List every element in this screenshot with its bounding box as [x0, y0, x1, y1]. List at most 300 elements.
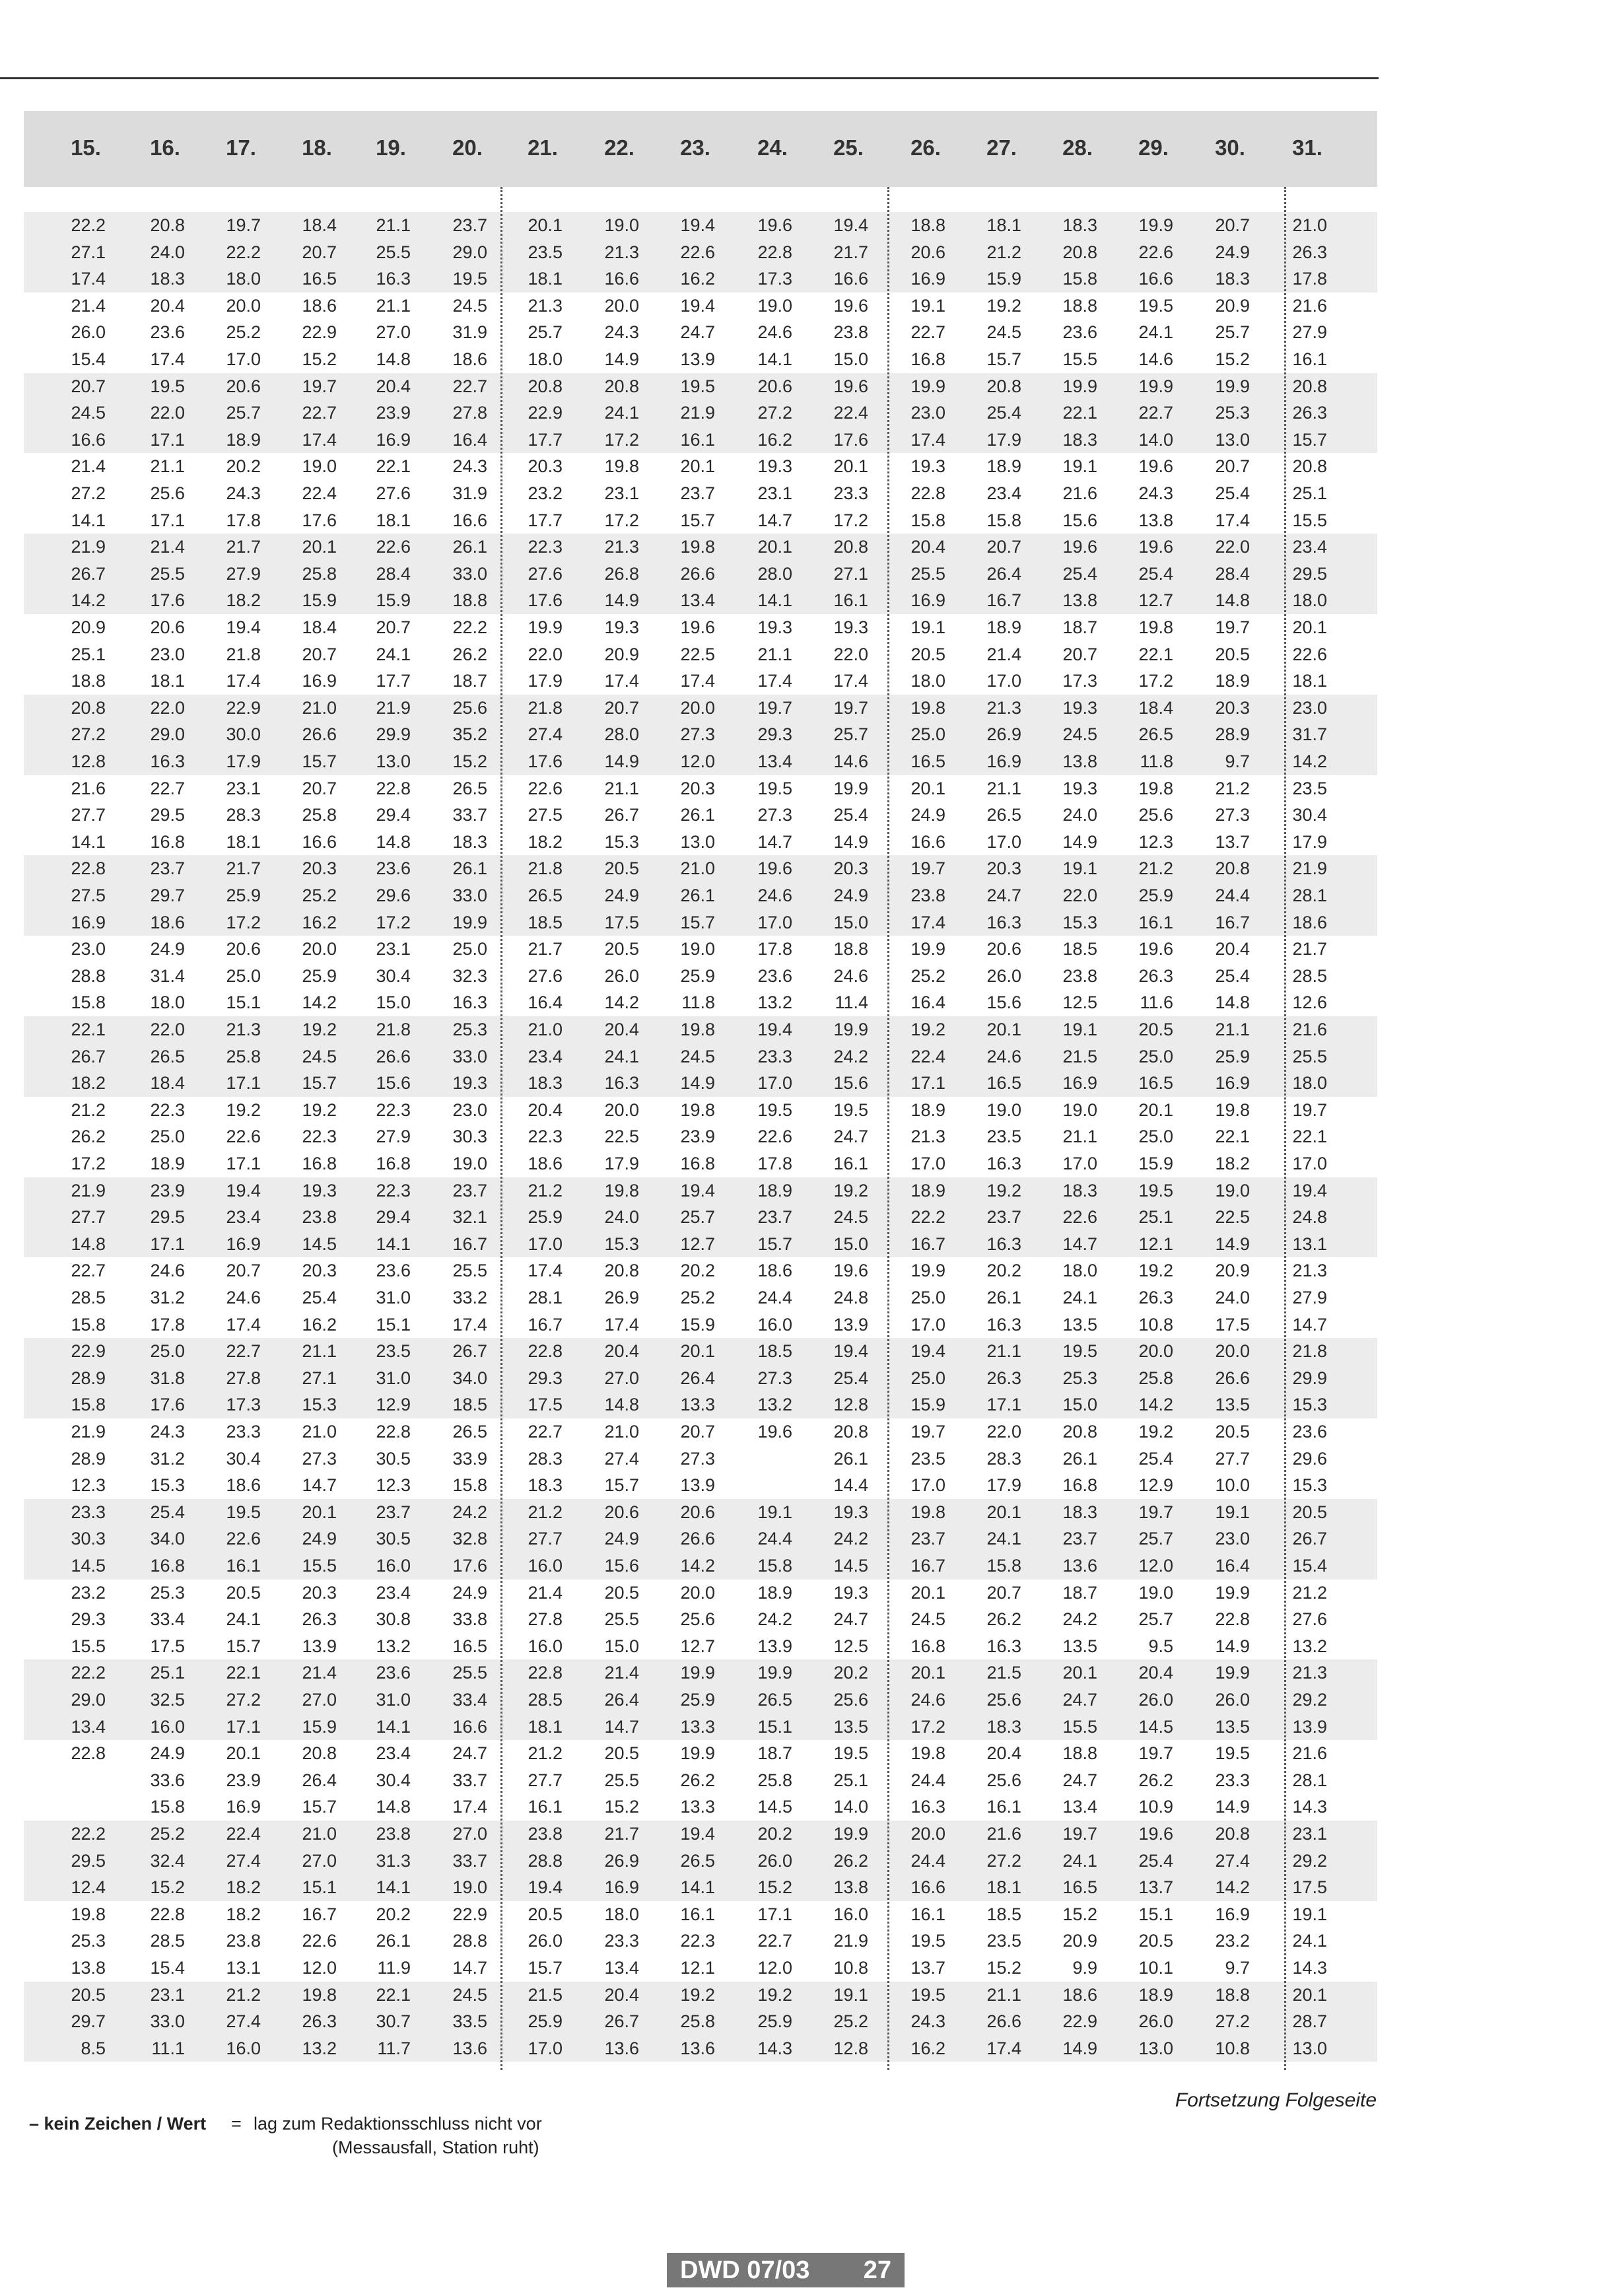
- temperature-cell: 20.7: [680, 1422, 715, 1442]
- temperature-cell: 19.3: [910, 456, 945, 477]
- temperature-cell: 21.1: [986, 1341, 1021, 1362]
- temperature-cell: 15.8: [150, 1797, 185, 1817]
- temperature-cell: 15.6: [376, 1073, 411, 1094]
- temperature-cell: 19.5: [910, 1931, 945, 1951]
- temperature-cell: 20.3: [680, 778, 715, 798]
- temperature-cell: 21.0: [604, 1422, 639, 1442]
- temperature-cell: 32.4: [150, 1850, 185, 1871]
- temperature-cell: 19.6: [1138, 1824, 1173, 1844]
- temperature-cell: 15.8: [71, 992, 106, 1013]
- temperature-cell: 15.4: [150, 1958, 185, 1978]
- temperature-cell: 26.8: [604, 563, 639, 584]
- temperature-cell: 21.3: [1292, 1663, 1327, 1683]
- temperature-cell: 19.6: [833, 1261, 868, 1281]
- temperature-cell: 21.8: [528, 697, 563, 718]
- temperature-cell: 20.8: [1215, 1824, 1250, 1844]
- temperature-cell: 17.4: [452, 1314, 487, 1335]
- temperature-cell: 22.8: [910, 483, 945, 503]
- temperature-cell: 26.1: [680, 805, 715, 825]
- temperature-cell: 27.0: [452, 1824, 487, 1844]
- temperature-cell: 15.4: [71, 349, 106, 369]
- temperature-cell: 23.8: [302, 1207, 337, 1228]
- temperature-cell: 22.6: [1138, 242, 1173, 262]
- temperature-cell: 21.8: [226, 644, 261, 664]
- temperature-cell: 15.3: [604, 831, 639, 852]
- temperature-cell: 24.4: [1215, 886, 1250, 905]
- temperature-cell: 18.0: [226, 269, 261, 289]
- temperature-cell: 18.0: [1292, 1073, 1327, 1094]
- temperature-cell: 25.2: [910, 965, 945, 986]
- temperature-cell: 10.8: [833, 1958, 868, 1978]
- temperature-cell: 21.1: [757, 644, 792, 664]
- temperature-cell: 14.7: [757, 510, 792, 530]
- temperature-cell: 20.8: [528, 376, 563, 396]
- temperature-cell: 25.7: [1138, 1529, 1173, 1549]
- temperature-cell: 18.8: [833, 939, 868, 959]
- temperature-cell: 20.2: [226, 456, 261, 477]
- temperature-cell: 16.9: [376, 429, 411, 450]
- temperature-cell: 25.2: [833, 2011, 868, 2032]
- temperature-cell: 24.0: [1062, 805, 1097, 825]
- temperature-cell: 20.1: [680, 456, 715, 477]
- temperature-cell: 23.1: [150, 1984, 185, 2005]
- temperature-cell: 24.2: [757, 1609, 792, 1630]
- temperature-cell: 23.8: [910, 886, 945, 905]
- temperature-cell: 18.2: [226, 1877, 261, 1898]
- temperature-cell: 13.3: [680, 1716, 715, 1737]
- temperature-cell: 17.4: [226, 1314, 261, 1335]
- temperature-cell: 17.4: [910, 429, 945, 450]
- temperature-cell: 25.0: [1138, 1127, 1173, 1147]
- temperature-cell: 19.0: [986, 1099, 1021, 1120]
- temperature-cell: 25.0: [452, 939, 487, 959]
- temperature-cell: 21.0: [1292, 215, 1327, 235]
- temperature-cell: 17.5: [1215, 1314, 1250, 1335]
- temperature-cell: 18.0: [528, 349, 563, 369]
- temperature-cell: 11.9: [377, 1958, 411, 1978]
- temperature-cell: 24.7: [986, 886, 1021, 905]
- temperature-cell: 18.9: [226, 429, 261, 450]
- temperature-cell: 15.2: [452, 751, 487, 771]
- temperature-cell: 16.6: [1138, 269, 1173, 289]
- temperature-cell: 25.5: [1292, 1046, 1327, 1066]
- temperature-cell: 23.7: [680, 483, 715, 503]
- temperature-cell: 14.9: [833, 831, 868, 852]
- temperature-cell: 25.0: [1138, 1046, 1173, 1066]
- temperature-cell: 29.4: [376, 805, 411, 825]
- temperature-cell: 13.8: [71, 1958, 106, 1978]
- temperature-cell: 21.4: [986, 644, 1021, 664]
- temperature-cell: 15.9: [302, 590, 337, 611]
- temperature-cell: 25.6: [452, 697, 487, 718]
- temperature-cell: 31.0: [376, 1690, 411, 1710]
- temperature-cell: 21.1: [376, 215, 411, 235]
- temperature-cell: 23.5: [1292, 778, 1327, 798]
- temperature-cell: 23.0: [1292, 697, 1327, 718]
- temperature-cell: 12.0: [1138, 1556, 1173, 1576]
- temperature-cell: 27.3: [757, 1368, 792, 1388]
- temperature-cell: 19.4: [226, 617, 261, 637]
- temperature-cell: 17.0: [910, 1475, 945, 1496]
- temperature-cell: 17.0: [226, 349, 261, 369]
- temperature-cell: 23.6: [376, 858, 411, 879]
- temperature-cell: 19.2: [757, 1984, 792, 2005]
- temperature-cell: 19.7: [1138, 1502, 1173, 1522]
- temperature-cell: 20.1: [1138, 1099, 1173, 1120]
- temperature-cell: 18.3: [452, 831, 487, 852]
- temperature-cell: 19.9: [910, 376, 945, 396]
- temperature-cell: 13.5: [1215, 1716, 1250, 1737]
- temperature-cell: 29.3: [71, 1609, 106, 1630]
- temperature-cell: 20.3: [302, 1261, 337, 1281]
- temperature-cell: 26.3: [302, 2011, 337, 2032]
- temperature-cell: 24.6: [150, 1261, 185, 1281]
- temperature-cell: 19.8: [680, 1099, 715, 1120]
- temperature-cell: 16.3: [910, 1797, 945, 1817]
- temperature-cell: 19.9: [680, 1743, 715, 1764]
- temperature-cell: 14.1: [71, 831, 106, 852]
- temperature-cell: 17.3: [1062, 671, 1097, 691]
- temperature-cell: 19.4: [680, 295, 715, 316]
- temperature-cell: 15.5: [1062, 1716, 1097, 1737]
- temperature-cell: 10.9: [1138, 1797, 1173, 1817]
- temperature-cell: 27.4: [528, 724, 563, 745]
- temperature-cell: 24.1: [1062, 1850, 1097, 1871]
- temperature-cell: 24.7: [833, 1127, 868, 1147]
- temperature-cell: 12.7: [680, 1636, 715, 1656]
- temperature-cell: 21.7: [528, 939, 563, 959]
- page-badge: [667, 2253, 905, 2287]
- temperature-cell: 17.8: [757, 939, 792, 959]
- temperature-cell: 23.7: [150, 858, 185, 879]
- temperature-cell: 27.0: [302, 1690, 337, 1710]
- temperature-cell: 12.5: [833, 1636, 868, 1656]
- temperature-cell: 21.9: [71, 1180, 106, 1200]
- temperature-cell: 18.5: [986, 1904, 1021, 1924]
- temperature-cell: 22.0: [150, 697, 185, 718]
- temperature-cell: 21.1: [302, 1341, 337, 1362]
- temperature-cell: 13.8: [1138, 510, 1173, 530]
- temperature-cell: 33.8: [452, 1609, 487, 1630]
- temperature-cell: 34.0: [452, 1368, 487, 1388]
- temperature-cell: 24.1: [1138, 322, 1173, 343]
- temperature-cell: 30.3: [452, 1127, 487, 1147]
- temperature-cell: 26.4: [604, 1690, 639, 1710]
- day-header: 18.: [302, 135, 332, 160]
- temperature-cell: 21.0: [528, 1020, 563, 1039]
- issue-label: DWD 07/03: [680, 2256, 810, 2284]
- temperature-cell: 23.7: [452, 1180, 487, 1200]
- temperature-cell: 16.5: [452, 1636, 487, 1656]
- temperature-cell: 15.2: [986, 1958, 1021, 1978]
- temperature-cell: 14.5: [757, 1797, 792, 1817]
- temperature-cell: 19.7: [1215, 617, 1250, 637]
- temperature-cell: 21.2: [71, 1099, 106, 1120]
- temperature-cell: 31.9: [452, 483, 487, 503]
- temperature-cell: 19.8: [910, 1743, 945, 1764]
- temperature-cell: 20.8: [604, 1261, 639, 1281]
- temperature-cell: 28.7: [1292, 2011, 1327, 2032]
- temperature-cell: 16.6: [910, 831, 945, 852]
- temperature-cell: 26.1: [680, 886, 715, 905]
- temperature-cell: 19.6: [680, 617, 715, 637]
- temperature-cell: 9.7: [1225, 1958, 1250, 1978]
- temperature-cell: 19.4: [757, 1020, 792, 1039]
- temperature-cell: 21.6: [1292, 1020, 1327, 1039]
- temperature-cell: 22.4: [833, 403, 868, 423]
- temperature-cell: 25.1: [1292, 483, 1327, 503]
- temperature-cell: 33.0: [452, 886, 487, 905]
- temperature-cell: 15.7: [680, 912, 715, 932]
- temperature-cell: 19.3: [757, 617, 792, 637]
- temperature-cell: 17.4: [986, 2038, 1021, 2058]
- temperature-cell: 33.4: [150, 1609, 185, 1630]
- temperature-cell: 16.5: [302, 269, 337, 289]
- temperature-cell: 24.7: [452, 1743, 487, 1764]
- temperature-cell: 16.0: [376, 1556, 411, 1576]
- temperature-cell: 14.0: [833, 1797, 868, 1817]
- temperature-cell: 20.7: [226, 1261, 261, 1281]
- temperature-cell: 15.2: [604, 1797, 639, 1817]
- day-header: 26.: [910, 135, 941, 160]
- temperature-cell: 29.5: [150, 805, 185, 825]
- temperature-cell: 24.6: [757, 322, 792, 343]
- temperature-cell: 15.0: [376, 992, 411, 1013]
- temperature-cell: 27.9: [1292, 322, 1327, 343]
- temperature-cell: 23.6: [1292, 1422, 1327, 1442]
- temperature-cell: 13.2: [757, 992, 792, 1013]
- temperature-cell: 18.3: [1062, 1180, 1097, 1200]
- temperature-cell: 19.8: [680, 537, 715, 557]
- temperature-cell: 25.3: [1062, 1368, 1097, 1388]
- temperature-cell: 17.0: [986, 671, 1021, 691]
- temperature-cell: 30.7: [376, 2011, 411, 2032]
- temperature-cell: 28.5: [71, 1288, 106, 1307]
- temperature-cell: 16.9: [910, 590, 945, 611]
- temperature-cell: 26.7: [71, 1046, 106, 1066]
- temperature-cell: 19.5: [150, 376, 185, 396]
- temperature-cell: 20.9: [1062, 1931, 1097, 1951]
- temperature-cell: 20.3: [302, 858, 337, 879]
- temperature-cell: 26.3: [986, 1368, 1021, 1388]
- temperature-cell: 18.6: [757, 1261, 792, 1281]
- temperature-cell: 16.3: [986, 1636, 1021, 1656]
- temperature-cell: 13.0: [376, 751, 411, 771]
- temperature-cell: 23.4: [1292, 537, 1327, 557]
- temperature-cell: 23.3: [71, 1502, 106, 1522]
- temperature-cell: 33.0: [150, 2011, 185, 2032]
- temperature-cell: 20.1: [302, 537, 337, 557]
- temperature-cell: 23.2: [71, 1582, 106, 1603]
- temperature-cell: 25.7: [528, 322, 563, 343]
- temperature-cell: 19.5: [1215, 1743, 1250, 1764]
- temperature-cell: 11.8: [1140, 751, 1173, 771]
- temperature-cell: 25.8: [680, 2011, 715, 2032]
- temperature-cell: 27.1: [71, 242, 106, 262]
- temperature-cell: 18.5: [528, 912, 563, 932]
- temperature-cell: 15.1: [1138, 1904, 1173, 1924]
- temperature-cell: 25.2: [150, 1824, 185, 1844]
- temperature-cell: 20.5: [604, 939, 639, 959]
- temperature-cell: 20.8: [150, 215, 185, 235]
- temperature-cell: 28.3: [226, 805, 261, 825]
- temperature-cell: 19.4: [1292, 1180, 1327, 1200]
- temperature-cell: 17.5: [1292, 1877, 1327, 1898]
- temperature-cell: 13.4: [71, 1716, 106, 1737]
- temperature-cell: 22.8: [150, 1904, 185, 1924]
- temperature-cell: 27.3: [302, 1448, 337, 1469]
- temperature-cell: 19.3: [604, 617, 639, 637]
- temperature-cell: 16.9: [226, 1234, 261, 1254]
- temperature-cell: 16.1: [680, 1904, 715, 1924]
- temperature-cell: 31.0: [376, 1288, 411, 1307]
- temperature-cell: 21.0: [302, 1824, 337, 1844]
- temperature-cell: 26.1: [986, 1288, 1021, 1307]
- temperature-cell: 20.5: [1215, 1422, 1250, 1442]
- temperature-cell: 25.7: [833, 724, 868, 745]
- top-rule: [0, 77, 1379, 79]
- temperature-cell: 17.4: [833, 671, 868, 691]
- temperature-cell: 26.2: [986, 1609, 1021, 1630]
- temperature-cell: 19.1: [1062, 1020, 1097, 1039]
- temperature-cell: 20.5: [604, 1582, 639, 1603]
- temperature-cell: 14.1: [680, 1877, 715, 1898]
- temperature-cell: 20.0: [226, 295, 261, 316]
- temperature-cell: 27.6: [376, 483, 411, 503]
- temperature-cell: 23.9: [680, 1127, 715, 1147]
- temperature-cell: 25.4: [1215, 483, 1250, 503]
- temperature-cell: 17.4: [302, 429, 337, 450]
- temperature-cell: 16.1: [226, 1556, 261, 1576]
- temperature-cell: 25.5: [452, 1261, 487, 1281]
- temperature-cell: 18.6: [452, 349, 487, 369]
- temperature-cell: 19.0: [1215, 1180, 1250, 1200]
- temperature-cell: 27.8: [528, 1609, 563, 1630]
- temperature-cell: 22.9: [226, 697, 261, 718]
- temperature-cell: 23.4: [986, 483, 1021, 503]
- temperature-cell: 20.9: [1215, 1261, 1250, 1281]
- temperature-cell: 24.3: [150, 1422, 185, 1442]
- temperature-cell: 15.7: [528, 1958, 563, 1978]
- temperature-cell: 18.3: [1062, 215, 1097, 235]
- temperature-cell: 19.4: [833, 1341, 868, 1362]
- temperature-cell: 20.2: [680, 1261, 715, 1281]
- temperature-cell: 25.0: [910, 1288, 945, 1307]
- temperature-cell: 28.3: [986, 1448, 1021, 1469]
- temperature-cell: 19.5: [1138, 1180, 1173, 1200]
- temperature-cell: 20.8: [1062, 242, 1097, 262]
- temperature-cell: 20.2: [757, 1824, 792, 1844]
- temperature-cell: 15.3: [302, 1395, 337, 1415]
- temperature-cell: 16.2: [302, 912, 337, 932]
- temperature-cell: 20.1: [528, 215, 563, 235]
- temperature-cell: 30.4: [1292, 805, 1327, 825]
- temperature-cell: 33.6: [150, 1770, 185, 1790]
- temperature-cell: 26.5: [452, 778, 487, 798]
- temperature-cell: 15.8: [1062, 269, 1097, 289]
- temperature-cell: 16.0: [528, 1636, 563, 1656]
- temperature-cell: 20.8: [1215, 858, 1250, 879]
- temperature-cell: 25.6: [680, 1609, 715, 1630]
- temperature-cell: 23.3: [604, 1931, 639, 1951]
- temperature-cell: 23.6: [1062, 322, 1097, 343]
- temperature-cell: 17.4: [528, 1261, 563, 1281]
- temperature-cell: 13.8: [1062, 751, 1097, 771]
- temperature-cell: 18.1: [528, 1716, 563, 1737]
- temperature-cell: 16.8: [302, 1154, 337, 1173]
- temperature-cell: 26.6: [680, 1529, 715, 1549]
- temperature-cell: 18.9: [986, 456, 1021, 477]
- temperature-cell: 11.7: [377, 2038, 411, 2058]
- temperature-cell: 23.8: [376, 1824, 411, 1844]
- temperature-cell: 26.7: [71, 563, 106, 584]
- temperature-cell: 13.5: [833, 1716, 868, 1737]
- temperature-cell: 22.7: [910, 322, 945, 343]
- temperature-cell: 29.3: [757, 724, 792, 745]
- temperature-cell: 22.6: [1062, 1207, 1097, 1228]
- temperature-cell: 17.1: [757, 1904, 792, 1924]
- temperature-cell: 21.9: [71, 537, 106, 557]
- temperature-cell: 28.8: [528, 1850, 563, 1871]
- temperature-cell: 19.6: [1138, 939, 1173, 959]
- temperature-cell: 24.6: [910, 1690, 945, 1710]
- temperature-cell: 20.6: [986, 939, 1021, 959]
- temperature-cell: 26.5: [150, 1046, 185, 1066]
- temperature-cell: 22.6: [226, 1529, 261, 1549]
- temperature-cell: 33.2: [452, 1288, 487, 1307]
- temperature-cell: 30.4: [376, 1770, 411, 1790]
- temperature-cell: 12.0: [757, 1958, 792, 1978]
- temperature-cell: 24.3: [910, 2011, 945, 2032]
- temperature-cell: 17.6: [528, 751, 563, 771]
- temperature-cell: 25.4: [1062, 563, 1097, 584]
- temperature-cell: 8.5: [81, 2038, 106, 2058]
- temperature-cell: 15.7: [1292, 429, 1327, 450]
- temperature-cell: 26.3: [1292, 403, 1327, 423]
- temperature-cell: 23.6: [150, 322, 185, 343]
- temperature-cell: 19.2: [910, 1020, 945, 1039]
- temperature-cell: 14.6: [833, 751, 868, 771]
- temperature-cell: 15.5: [1062, 349, 1097, 369]
- temperature-cell: 27.0: [604, 1368, 639, 1388]
- temperature-cell: 23.3: [833, 483, 868, 503]
- temperature-cell: 26.6: [376, 1046, 411, 1066]
- temperature-cell: 20.4: [604, 1341, 639, 1362]
- temperature-cell: 17.1: [150, 510, 185, 530]
- temperature-cell: 20.4: [528, 1099, 563, 1120]
- temperature-cell: 15.8: [71, 1314, 106, 1335]
- temperature-cell: 15.3: [1292, 1475, 1327, 1496]
- temperature-cell: 19.7: [226, 215, 261, 235]
- temperature-cell: 18.3: [1215, 269, 1250, 289]
- temperature-cell: 10.0: [1215, 1475, 1250, 1496]
- temperature-cell: 16.4: [528, 992, 563, 1013]
- temperature-cell: 21.7: [226, 537, 261, 557]
- temperature-cell: 9.5: [1148, 1636, 1173, 1656]
- temperature-cell: 20.8: [71, 697, 106, 718]
- temperature-cell: 16.3: [604, 1073, 639, 1094]
- temperature-cell: 12.0: [302, 1958, 337, 1978]
- temperature-cell: 15.2: [302, 349, 337, 369]
- temperature-cell: 23.2: [1215, 1931, 1250, 1951]
- temperature-cell: 19.6: [833, 376, 868, 396]
- temperature-cell: 28.5: [528, 1690, 563, 1710]
- temperature-cell: 27.7: [1215, 1448, 1250, 1469]
- temperature-cell: 12.8: [71, 751, 106, 771]
- temperature-cell: 26.3: [1292, 242, 1327, 262]
- temperature-cell: 13.2: [376, 1636, 411, 1656]
- temperature-cell: 22.7: [1138, 403, 1173, 423]
